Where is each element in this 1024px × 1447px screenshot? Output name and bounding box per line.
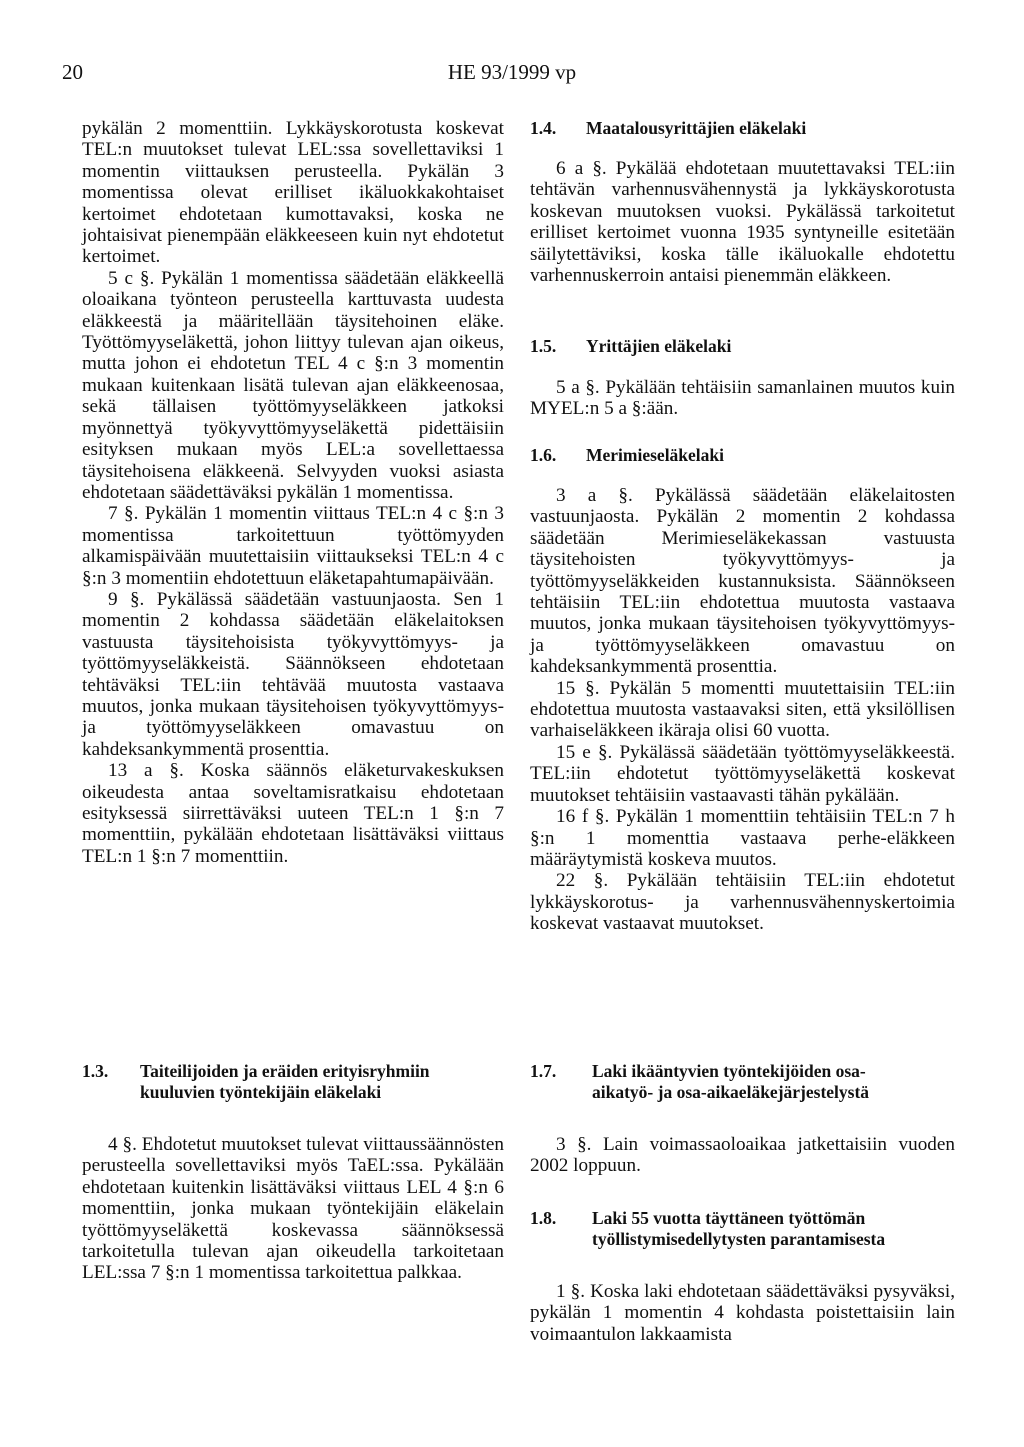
paragraph: 1 §. Koska laki ehdotetaan säädettäväksi pysyväksi, pykälän 1 momentin 4 kohdasta poistettaisiin lain voimaantulon lakkaamista xyxy=(530,1281,955,1345)
paragraph: 16 f §. Pykälän 1 momenttiin tehtäisiin TEL:n 7 h §:n 1 momenttia vastaava perhe-eläkkeen määräytymistä koskeva muutos. xyxy=(530,806,955,870)
section-title-line: Laki 55 vuotta täyttäneen työttömän xyxy=(592,1208,866,1228)
paragraph: 6 a §. Pykälää ehdotetaan muutettavaksi TEL:iin tehtävän varhennusvähennystä ja lykkäyskorotusta koskevan muutoksen vuoksi. Pykälässä tarkoitetut erilliset kertoimet vuonna 1935 syntyneille esitetään säilytettäviksi, koska tälle ikäluokalle ehdotettu varhennuskerroin antaisi pienemmän eläkkeen. xyxy=(530,158,955,287)
section-title: Maatalousyrittäjien eläkelaki xyxy=(586,118,807,138)
section-heading-1-8 xyxy=(530,1208,960,1252)
section-1-3-text xyxy=(82,1134,504,1284)
paragraph: 9 §. Pykälässä säädetään vastuunjaosta. Sen 1 momentin 2 kohdassa säädetään eläkelaitoksen vastuusta täysitehoisista työkyvyttömyys- ja työttömyyseläkkeistä. Säännökseen ehdotetaan tehtäväksi TEL:iin tehtävää muutosta vastaava muutos, jonka mukaan täysitehoisen työkyvyttömyys- ja työttömyyseläkkeen omavastuu on kahdeksankymmentä prosenttia. xyxy=(82,588,504,760)
section-title xyxy=(592,1208,885,1251)
section-title-line: Taiteilijoiden ja eräiden erityisryhmiin xyxy=(140,1061,430,1081)
section-1-4-text xyxy=(530,158,955,286)
section-title: Yrittäjien eläkelaki xyxy=(586,336,732,356)
left-column-text xyxy=(82,118,504,867)
section-number: 1.7. xyxy=(530,1061,557,1081)
paragraph: pykälän 2 momenttiin. Lykkäyskorotusta koskevat TEL:n muutokset tulevat LEL:ssa sovellettaviksi 1 momentin viittauksen perusteella. Pykälän 3 momentissa olevat erilliset ikäluokkakohtaiset kertoimet ehdotetaan kumottavaksi, koska ne johtaisivat pienempään eläkkeeseen kuin nyt ehdotetut kertoimet. xyxy=(82,118,504,268)
paragraph: 7 §. Pykälän 1 momentin viittaus TEL:n 4 c §:n 3 momentissa tarkoitettuun työttömyyden alkamispäivään muutettaisiin viittaukseksi TEL:n 4 c §:n 3 momentiin ehdotettuun eläketapahtumapäivään. xyxy=(82,503,504,589)
paragraph: 3 §. Lain voimassaoloaikaa jatkettaisiin vuoden 2002 loppuun. xyxy=(530,1134,955,1177)
section-title xyxy=(140,1061,430,1104)
section-title-line: työllistymisedellytysten parantamisesta xyxy=(592,1229,886,1250)
paragraph: 4 §. Ehdotetut muutokset tulevat viittaussäännösten perusteella sovellettaviksi myös TaEL:ssa. Pykälään ehdotetaan kuitenkin lisättäväksi viittaus LEL 4 §:n 6 momenttiin, jonka mukaan työntekijäin eläkelain työttömyyseläkettä koskevassa säännöksessä tarkoitetulla tulevan ajan oikeudella tarkoitetaan LEL:ssa 7 §:n 1 momentissa tarkoitettua palkkaa. xyxy=(82,1134,504,1284)
section-number: 1.5. xyxy=(530,336,557,356)
section-number: 1.3. xyxy=(82,1061,109,1081)
page-number: 20 xyxy=(62,60,83,84)
section-heading-1-3 xyxy=(82,1061,512,1105)
section-1-5-text xyxy=(530,377,955,420)
section-title xyxy=(592,1061,869,1104)
document-id: HE 93/1999 vp xyxy=(447,60,577,84)
section-number: 1.8. xyxy=(530,1208,557,1228)
section-1-8-text xyxy=(530,1281,955,1345)
paragraph: 22 §. Pykälään tehtäisiin TEL:iin ehdotetut lykkäyskorotus- ja varhennusvähennyskertoimia koskevat vastaavat muutokset. xyxy=(530,870,955,935)
section-1-7-text xyxy=(530,1134,955,1177)
section-title-line: kuuluvien työntekijäin eläkelaki xyxy=(140,1082,382,1103)
paragraph: 13 a §. Koska säännös eläketurvakeskuksen oikeudesta antaa soveltamisratkaisu ehdotetaan esityksessä siirrettäväksi uuteen TEL:n 1 §:n 7 momenttiin, pykälään ehdotetaan lisättäväksi viittaus TEL:n 1 §:n 7 momenttiin. xyxy=(82,760,504,867)
paragraph: 15 §. Pykälän 5 momentti muutettaisiin TEL:iin ehdotettua muutosta vastaavaksi siten, että yksilöllisen varhaiseläkkeen ikäraja olisi 60 vuotta. xyxy=(530,677,955,742)
paragraph: 5 a §. Pykälään tehtäisiin samanlainen muutos kuin MYEL:n 5 a §:ään. xyxy=(530,377,955,420)
section-title: Merimieseläkelaki xyxy=(586,445,725,465)
section-1-6-text xyxy=(530,485,955,935)
section-title-line: Laki ikääntyvien työntekijöiden osa- xyxy=(592,1061,866,1081)
paragraph: 3 a §. Pykälässä säädetään eläkelaitosten vastuunjaosta. Pykälän 2 momentin 2 kohdassa säädetään Merimieseläkekassan vastuusta täysitehoisten työkyvyttömyys- ja työttömyyseläkkeiden kustannuksista. Säännökseen tehtäisiin TEL:iin ehdotettua muutosta vastaava muutos, jonka mukaan täysitehoisen työkyvyttömyys- ja työttömyyseläkkeen omavastuu on kahdeksankymmentä prosenttia. xyxy=(530,485,955,678)
section-number: 1.6. xyxy=(530,445,557,465)
section-heading-1-7 xyxy=(530,1061,960,1105)
paragraph: 15 e §. Pykälässä säädetään työttömyyseläkkeestä. TEL:iin ehdotetut työttömyyseläkettä koskevat muutokset tehtäisiin vastaavasti tähän pykälään. xyxy=(530,741,955,806)
paragraph: 5 c §. Pykälän 1 momentissa säädetään eläkkeellä oloaikana työnteon perusteella karttuvasta uudesta eläkkeestä ja määritellään täysitehoinen eläke. Työttömyyseläkettä, johon liittyy tulevan ajan oikeus, mutta johon ei ehdotetun TEL 4 c §:n 3 momentin mukaan kuitenkaan lisätä tulevan ajan eläkkeenosaa, sekä tällaisen työttömyyseläkkeen jatkoksi myönnettyä työkyvyttömyyseläkettä pidettäisiin esityksen mukaan myös LEL:a sovellettaessa täysitehoisena eläkkeenä. Selvyyden vuoksi asiasta ehdotetaan säädettäväksi pykälän 1 momentissa. xyxy=(82,267,504,503)
section-title-line: aikatyö- ja osa-aikaeläkejärjestelystä xyxy=(592,1082,870,1103)
section-number: 1.4. xyxy=(530,118,557,138)
